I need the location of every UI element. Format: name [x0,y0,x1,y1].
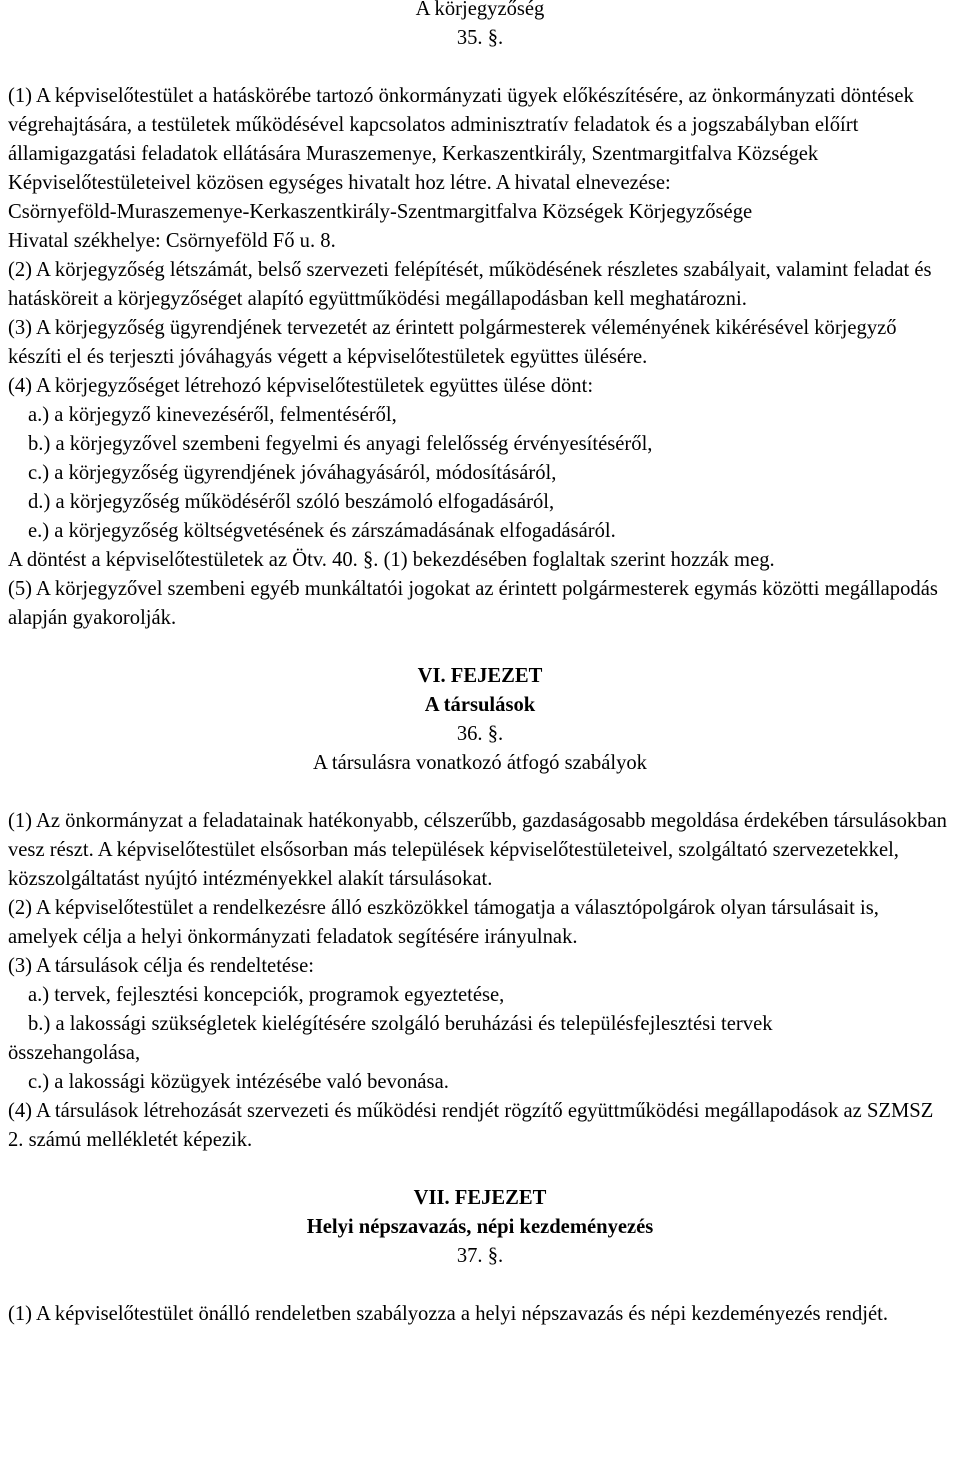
paragraph: (2) A képviselőtestület a rendelkezésre álló eszközökkel támogatja a választópolgárok olyan társulásait is, amelyek célja a helyi önkormányzati feladatok segítésére irányulnak. [8,897,879,948]
list-item: c.) a körjegyzőség ügyrendjének jóváhagyásáról, módosításáról, [28,462,557,484]
section-subtitle: A társulásra vonatkozó átfogó szabályok [313,752,647,774]
paragraph: (2) A körjegyzőség létszámát, belső szervezeti felépítését, működésének részletes szabályait, valamint feladat és hatásköreit a körjegyzőséget alapító együttműködési megállapodásban kell meghatározni. [8,259,932,310]
list-item: b.) a lakossági szükségletek kielégítésére szolgáló beruházási és településfejlesztési tervek [28,1013,773,1035]
paragraph: (1) A képviselőtestület a hatáskörébe tartozó önkormányzati ügyek előkészítésére, az önkormányzati döntések végrehajtására, a testületek működésével kapcsolatos adminisztratív feladatok és a jogszabályban előírt államigazgatási feladatok ellátására Muraszemenye, Kerkaszentkirály, Szentmargitfalva Községek Képviselőtestületeivel közösen egységes hivatalt hoz létre. A hivatal elnevezése: [8,85,914,194]
paragraph: (3) A körjegyzőség ügyrendjének tervezetét az érintett polgármesterek véleményének kikérésével körjegyző készíti el és terjeszti jóváhagyás végett a képviselőtestületek együttes ülésére. [8,317,897,368]
spacer [8,1271,952,1300]
paragraph: (4) A körjegyzőséget létrehozó képviselőtestületek együttes ülése dönt: [8,375,594,397]
paragraph: Hivatal székhelye: Csörnyeföld Fő u. 8. [8,230,336,252]
paragraph: (1) Az önkormányzat a feladatainak hatékonyabb, célszerűbb, gazdaságosabb megoldása érdekében társulásokban vesz részt. A képviselőtestület elsősorban más települések képviselőtestületeivel, szolgáltató szervezetekkel, közszolgáltatást nyújtó intézményekkel alakít társulásokat. [8,810,947,890]
chapter-title: Helyi népszavazás, népi kezdeményezés [306,1216,654,1238]
section-title: A körjegyzőség [415,0,545,20]
chapter-heading: VII. FEJEZET [413,1187,547,1209]
spacer [8,1155,952,1184]
spacer [8,633,952,662]
paragraph: (1) A képviselőtestület önálló rendeletben szabályozza a helyi népszavazás és népi kezdeményezés rendjét. [8,1303,889,1325]
list-item: c.) a lakossági közügyek intézésébe való bevonása. [28,1071,449,1093]
list-item: b.) a körjegyzővel szembeni fegyelmi és anyagi felelősség érvényesítéséről, [28,433,653,455]
section-number: 35. §. [456,27,504,49]
chapter-heading: VI. FEJEZET [417,665,543,687]
list-item: a.) tervek, fejlesztési koncepciók, programok egyeztetése, [28,984,505,1006]
paragraph: A döntést a képviselőtestületek az Ötv. 40. §. (1) bekezdésében foglaltak szerint hozzák meg. [8,549,775,571]
list-item: d.) a körjegyzőség működéséről szóló beszámoló elfogadásáról, [28,491,555,513]
paragraph: (3) A társulások célja és rendeltetése: [8,955,314,977]
paragraph: (5) A körjegyzővel szembeni egyéb munkáltatói jogokat az érintett polgármesterek egymás közötti megállapodás alapján gyakorolják. [8,578,938,629]
paragraph: (4) A társulások létrehozását szervezeti és működési rendjét rögzítő együttműködési megállapodások az SZMSZ 2. számú mellékletét képezik. [8,1100,934,1151]
section-number: 37. §. [456,1245,504,1267]
list-item: e.) a körjegyzőség költségvetésének és zárszámadásának elfogadásáról. [28,520,616,542]
section-number: 36. §. [456,723,504,745]
spacer [8,53,952,82]
list-item: a.) a körjegyző kinevezéséről, felmentéséről, [28,404,397,426]
list-item-continuation: összehangolása, [8,1042,141,1064]
spacer [8,778,952,807]
chapter-title: A társulások [424,694,536,716]
paragraph: Csörnyeföld-Muraszemenye-Kerkaszentkirály-Szentmargitfalva Községek Körjegyzősége [8,201,753,223]
